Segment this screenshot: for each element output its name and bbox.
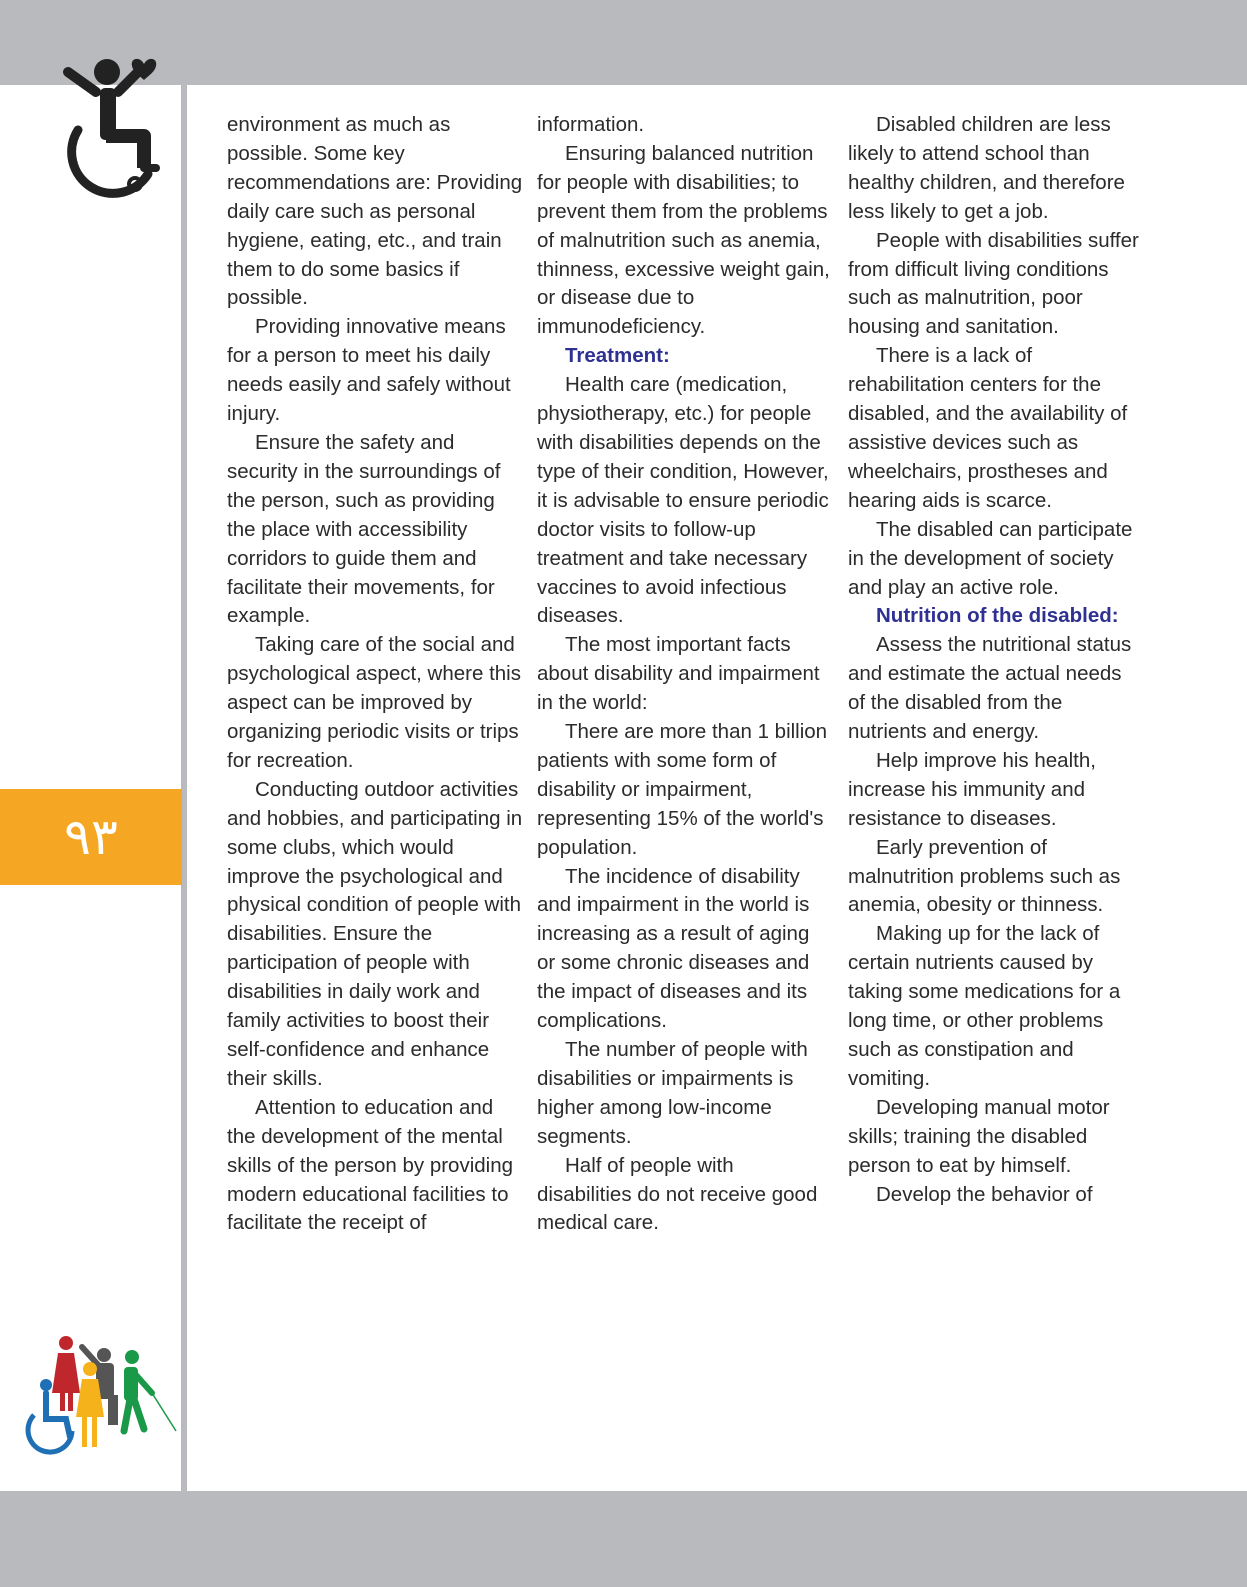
text-column-1 bbox=[227, 111, 523, 1238]
text-column-3 bbox=[848, 111, 1144, 1209]
paragraph: information. bbox=[537, 113, 645, 136]
page-number: ٩٣ bbox=[0, 789, 182, 885]
sidebar-divider bbox=[181, 85, 187, 1491]
paragraph: The number of people with disabilities or impairments is higher among low-income segments. bbox=[537, 1038, 808, 1148]
paragraph: Attention to education and the development of the mental skills of the person by providing modern educational facilities to facilitate the receipt of bbox=[227, 1095, 514, 1235]
paragraph: The incidence of disability and impairment in the world is increasing as a result of aging or some chronic diseases and the impact of diseases and its complications. bbox=[537, 864, 810, 1033]
paragraph: The most important facts about disability and impairment in the world: bbox=[537, 633, 820, 715]
paragraph: Ensuring balanced nutrition for people with disabilities; to prevent them from the problems of malnutrition such as anemia, thinness, excessive weight gain, or disease due to immunodeficiency. bbox=[537, 141, 830, 339]
paragraph: Health care (medication, physiotherapy, etc.) for people with disabilities depends on the type of their condition, However, it is advisable to ensure periodic doctor visits to follow-up treatment and take necessary vaccines to avoid infectious diseases. bbox=[537, 373, 829, 628]
paragraph: Develop the behavior of bbox=[876, 1182, 1093, 1206]
paragraph: There is a lack of rehabilitation centers for the disabled, and the availability of assistive devices such as wheelchairs, prostheses and hearing aids is scarce. bbox=[848, 344, 1128, 512]
paragraph: Making up for the lack of certain nutrients caused by taking some medications for a long time, or other problems such as constipation and vomiting. bbox=[848, 922, 1121, 1090]
paragraph: Half of people with disabilities do not receive good medical care. bbox=[537, 1153, 818, 1235]
paragraph: Conducting outdoor activities and hobbies, and participating in some clubs, which would improve the psychological and physical condition of people with disabilities. Ensure the participation of people with disabilities in daily work and family activities to boost their self-confidence and enhance their skills. bbox=[227, 777, 523, 1090]
paragraph: The disabled can participate in the development of society and play an active role. bbox=[848, 517, 1133, 599]
paragraph: People with disabilities suffer from difficult living conditions such as malnutrition, poor housing and sanitation. bbox=[848, 228, 1139, 339]
bottom-band bbox=[0, 1491, 1247, 1587]
paragraph: Ensure the safety and security in the surroundings of the person, such as providing the place with accessibility corridors to guide them and facilitate their movements, for example. bbox=[227, 430, 501, 628]
paragraph: environment as much as possible. Some key recommendations are: Providing daily care such as personal hygiene, eating, etc., and train them to do some basics if possible. bbox=[227, 113, 523, 310]
top-band bbox=[0, 0, 1247, 85]
wheelchair-user-icon bbox=[40, 50, 170, 200]
paragraph: Disabled children are less likely to attend school than healthy children, and therefore less likely to get a job. bbox=[848, 113, 1125, 223]
paragraph: Assess the nutritional status and estimate the actual needs of the disabled from the nutrients and energy. bbox=[848, 633, 1132, 744]
paragraph: Early prevention of malnutrition problems such as anemia, obesity or thinness. bbox=[848, 835, 1121, 917]
paragraph: There are more than 1 billion patients with some form of disability or impairment, representing 15% of the world's population. bbox=[537, 720, 828, 859]
text-column-2 bbox=[537, 111, 833, 1238]
section-heading-nutrition: Nutrition of the disabled: bbox=[876, 604, 1119, 628]
section-heading-treatment: Treatment: bbox=[565, 344, 670, 368]
paragraph: Providing innovative means for a person to meet his daily needs easily and safely without injury. bbox=[227, 315, 511, 426]
paragraph: Developing manual motor skills; training the disabled person to eat by himself. bbox=[848, 1095, 1110, 1177]
paragraph: Help improve his health, increase his immunity and resistance to diseases. bbox=[848, 748, 1096, 830]
inclusion-family-icon bbox=[24, 1335, 180, 1457]
paragraph: Taking care of the social and psychological aspect, where this aspect can be improved by organizing periodic visits or trips for recreation. bbox=[227, 633, 521, 772]
